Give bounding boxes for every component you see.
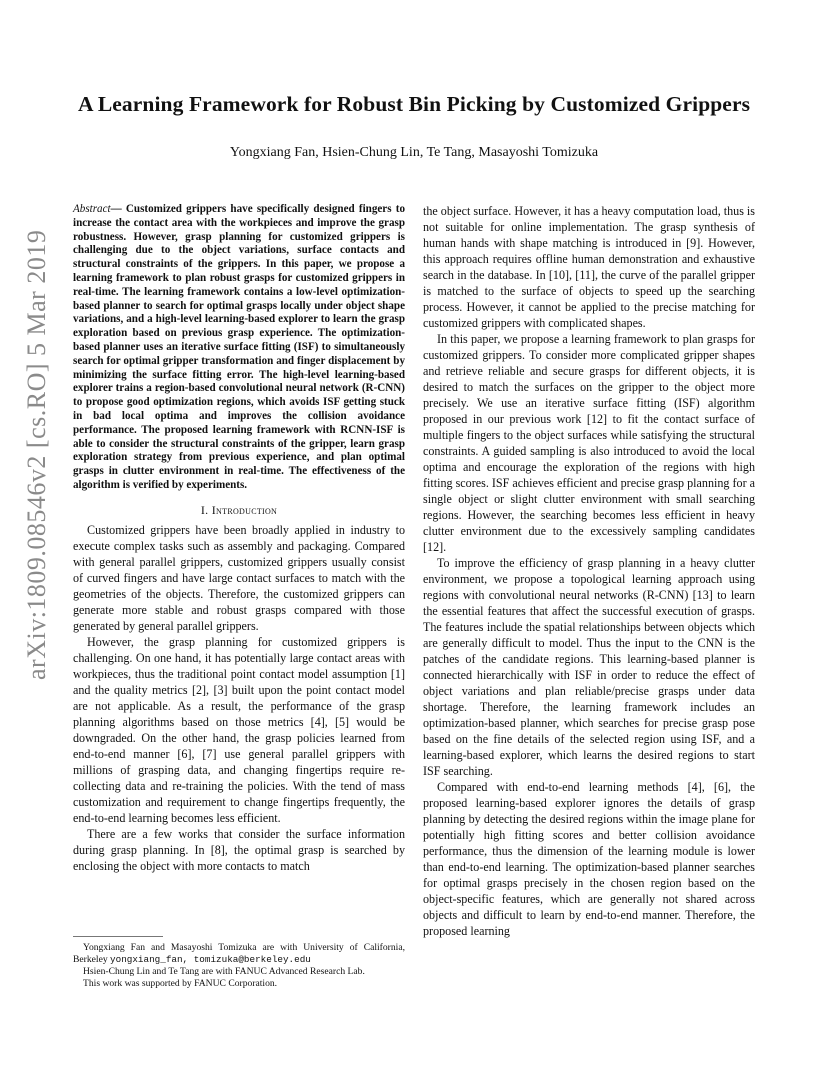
- section-title: Introduction: [211, 502, 278, 517]
- abstract-label: Abstract: [73, 203, 111, 215]
- abstract-text: — Customized grippers have specifically designed fingers to increase the contact area with the workpieces and improve the grasp robustness. However, grasp planning for customized grippers is challenging due to the object variations, surface contacts and structural constraints of the grippers. In this paper, we propose a learning framework to plan robust grasps for customized grippers in real-time. The learning framework contains a low-level optimization-based planner to search for optimal grasps locally under object shape variations, and a high-level learning-based explorer to learn the grasp exploration based on previous grasp experience. The optimization-based planner uses an iterative surface fitting (ISF) to simultaneously search for optimal gripper transformation and finger displacement by minimizing the surface fitting error. The high-level learning-based explorer trains a region-based convolutional neural network (R-CNN) to propose good optimization regions, which avoids ISF getting stuck in bad local optima and improves the collision avoidance performance. The proposed learning framework with RCNN-ISF is able to consider the structural constraints of the gripper, learn grasp exploration strategy from previous experience, and plan optimal grasps in clutter environment in real-time. The effectiveness of the algorithm is verified by experiments.: [73, 203, 405, 491]
- arxiv-identifier: arXiv:1809.08546v2 [cs.RO] 5 Mar 2019: [22, 229, 51, 680]
- body-paragraph: However, the grasp planning for customized grippers is challenging. On one hand, it has potentially large contact areas with workpieces, thus the traditional point contact model assumption [1] and the quality metrics [2], [3] built upon the point contact model are not applicable. As a result, the performance of the grasp planning algorithms based on those metrics [4], [5] would be downgraded. On the other hand, the grasp policies learned from end-to-end manner [6], [7] use general parallel grippers with millions of grasping data, and changing fingertips require re-collecting data and re-training the policies. With the tend of mass customization and requirement to change fingertips frequently, the end-to-end learning becomes less efficient.: [73, 634, 405, 825]
- body-paragraph: the object surface. However, it has a heavy computation load, thus is not suitable for online implementation. The grasp synthesis of human hands with shape matching is introduced in [9]. However, this approach requires offline human demonstration and exhaustive search in the database. In [10], [11], the curve of the parallel gripper is matched to the surface of objects to speed up the searching process. However, it cannot be applied to the precise matching for customized grippers with complicated shapes.: [423, 204, 755, 330]
- footnote-affiliation: [73, 942, 405, 966]
- body-paragraph: There are a few works that consider the surface information during grasp planning. In [8], the optimal grasp is searched by enclosing the object with more contacts to match: [73, 826, 405, 873]
- abstract: [73, 203, 405, 493]
- footnote-email: yongxiang_fan, tomizuka@berkeley.edu: [110, 954, 311, 965]
- left-column: [73, 203, 405, 874]
- footnotes: [73, 942, 405, 990]
- footnote-affiliation-text: Yongxiang Fan and Masayoshi Tomizuka are with University of California, Berkeley: [73, 942, 405, 965]
- paper-title: A Learning Framework for Robust Bin Picking by Customized Grippers: [77, 92, 751, 116]
- section-number: I.: [200, 502, 209, 517]
- footnote-divider: [73, 936, 163, 937]
- section-heading: [73, 502, 405, 518]
- body-paragraph: In this paper, we propose a learning framework to plan grasps for customized grippers. To consider more complicated gripper shapes and retrieve reliable and secure grasps for different objects, it is desired to match the surfaces on the gripper to the object more precisely. We use an iterative surface fitting (ISF) algorithm proposed in our previous work [12] to fit the contact surface of multiple fingers to the object surfaces while satisfying the structural constraints. A guided sampling is also introduced to avoid the local optima and encourage the exploration of the regions with high fitting scores. ISF achieves efficient and precise grasp planning for a single object or slight clutter environment with small searching regions. However, the searching becomes less efficient in heavy clutter environment due to the excessively sampling candidates [12].: [423, 332, 755, 554]
- right-column: [423, 203, 755, 939]
- body-paragraph: Compared with end-to-end learning methods [4], [6], the proposed learning-based explorer ignores the details of grasp planning by detecting the desired regions within the image plane for potentially high fitting scores and better collision avoidance performance, thus the dimension of the learning module is lower than end-to-end learning. The optimization-based planner searches for optimal grasps precisely in the chosen region based on the object-specific features, which are generally not shared across objects and difficult to learn by end-to-end manner. Therefore, the proposed learning: [423, 780, 755, 938]
- footnote-funding: This work was supported by FANUC Corporation.: [83, 978, 278, 989]
- footnote-lab: Hsien-Chung Lin and Te Tang are with FANUC Advanced Research Lab.: [83, 966, 365, 977]
- author-list: Yongxiang Fan, Hsien-Chung Lin, Te Tang, Masayoshi Tomizuka: [229, 145, 599, 160]
- body-paragraph: Customized grippers have been broadly applied in industry to execute complex tasks such as assembly and packaging. Compared with general parallel grippers, customized grippers usually consist of curved fingers and have large contact surfaces to match with the geometries of the objects. Therefore, the customized grippers can generate more stable and robust grasps compared with those generated by general parallel grippers.: [73, 522, 405, 633]
- body-paragraph: To improve the efficiency of grasp planning in a heavy clutter environment, we propose a topological learning approach using regions with convolutional neural networks (R-CNN) [13] to learn the essential features that affect the successful execution of grasps. The features include the spatial relationships between objects which are generally difficult to model. Thus the input to the CNN is the patches of the candidate regions. This learning-based planner is connected hierarchically with ISF in order to reduce the effect of object variations and plan reliable/precise grasps under data shortage. Therefore, the learning framework includes an optimization-based planner, which searches for precise grasp pose based on the fine details of the selected region using ISF, and a learning-based explorer, which learns the desired regions to start ISF searching.: [423, 556, 755, 778]
